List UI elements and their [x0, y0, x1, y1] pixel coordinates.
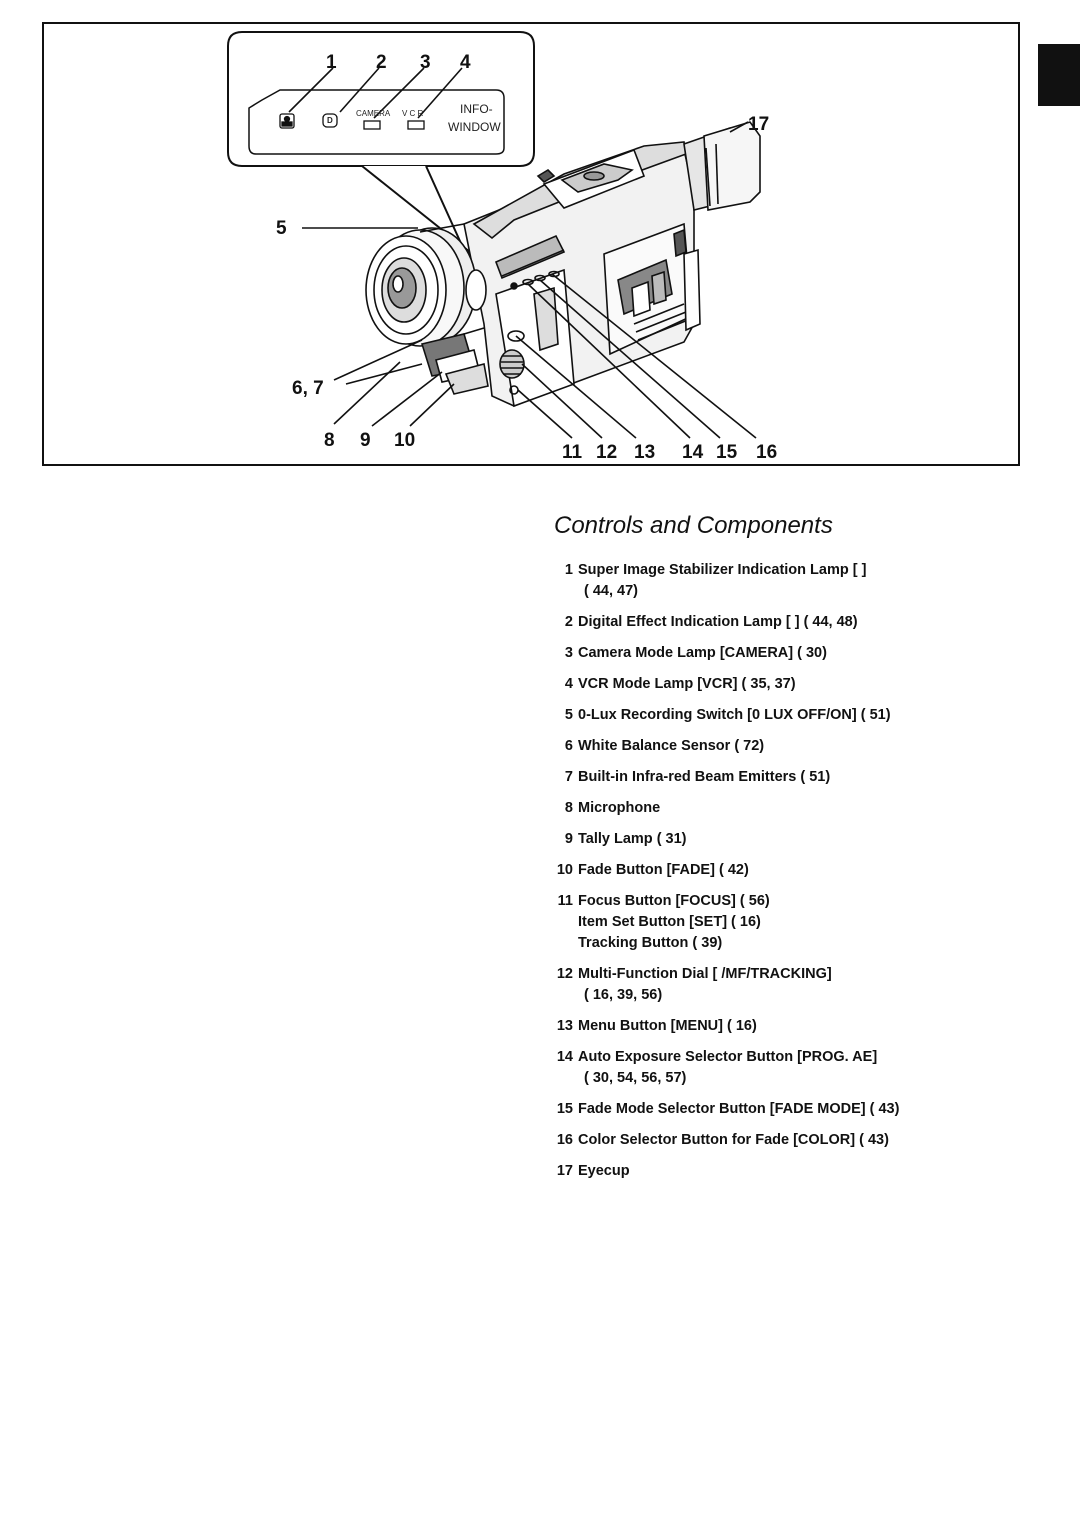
item-description	[578, 860, 980, 881]
item-line: Fade Button [FADE] ( 42)	[578, 862, 749, 878]
list-item	[540, 705, 980, 726]
item-number: 2	[564, 614, 573, 630]
list-item	[540, 860, 980, 881]
item-line: Focus Button [FOCUS] ( 56)	[578, 893, 770, 909]
list-item	[540, 767, 980, 788]
callout-11: 11	[562, 442, 583, 463]
item-number: 15	[556, 1101, 573, 1117]
item-number: 6	[564, 738, 573, 754]
item-line: Menu Button [MENU] ( 16)	[578, 1018, 757, 1034]
item-description	[578, 705, 980, 726]
list-item	[540, 964, 980, 1006]
item-number: 10	[556, 862, 573, 878]
item-number: 17	[556, 1163, 573, 1179]
item-line: Tracking Button ( 39)	[578, 935, 723, 951]
callout-2: 2	[376, 52, 387, 73]
list-item	[540, 560, 980, 602]
item-line: Multi-Function Dial [ /MF/TRACKING]	[578, 966, 832, 982]
item-number: 9	[564, 831, 573, 847]
item-description	[578, 1016, 980, 1037]
callout-8: 8	[324, 430, 335, 451]
item-number: 12	[556, 966, 573, 982]
item-description	[578, 798, 980, 819]
list-item	[540, 612, 980, 633]
list-item	[540, 1130, 980, 1151]
item-description	[578, 1130, 980, 1151]
list-item	[540, 1047, 980, 1089]
chapter-tab-marker	[1038, 44, 1080, 106]
item-description	[578, 767, 980, 788]
camera-illustration	[44, 24, 1020, 464]
item-line: Eyecup	[578, 1163, 630, 1179]
callout-9: 9	[360, 430, 371, 451]
list-item	[540, 829, 980, 850]
item-line: Super Image Stabilizer Indication Lamp [ ]	[578, 562, 867, 578]
item-description	[578, 891, 980, 954]
callout-13: 13	[634, 442, 656, 463]
item-description	[578, 964, 980, 1006]
item-description	[578, 829, 980, 850]
callout-5: 5	[276, 218, 287, 239]
list-item	[540, 736, 980, 757]
list-item	[540, 1099, 980, 1120]
item-description	[578, 1099, 980, 1120]
panel-vcr-label: V C R	[402, 109, 424, 118]
callout-16: 16	[756, 442, 778, 463]
item-line: Tally Lamp ( 31)	[578, 831, 687, 847]
callout-6-7: 6, 7	[292, 378, 324, 399]
callout-3: 3	[420, 52, 431, 73]
item-line: Color Selector Button for Fade [COLOR] ( 43)	[578, 1132, 889, 1148]
item-line: Fade Mode Selector Button [FADE MODE] ( 43)	[578, 1101, 900, 1117]
section-title: Controls and Components	[554, 512, 833, 539]
list-item	[540, 891, 980, 954]
panel-d-label: D	[327, 116, 333, 125]
list-item	[540, 1016, 980, 1037]
item-line: VCR Mode Lamp [VCR] ( 35, 37)	[578, 676, 796, 692]
item-description	[578, 736, 980, 757]
item-line: 0-Lux Recording Switch [0 LUX OFF/ON] ( 51)	[578, 707, 891, 723]
panel-info-label-2: WINDOW	[448, 120, 501, 134]
item-number: 13	[556, 1018, 573, 1034]
panel-info-label-1: INFO-	[460, 102, 493, 116]
item-line: Camera Mode Lamp [CAMERA] ( 30)	[578, 645, 827, 661]
callout-1: 1	[326, 52, 337, 73]
item-line: Item Set Button [SET] ( 16)	[578, 914, 761, 930]
callout-17: 17	[748, 114, 770, 135]
callout-15: 15	[716, 442, 738, 463]
list-item	[540, 1161, 980, 1182]
list-item	[540, 674, 980, 695]
item-number: 1	[564, 562, 573, 578]
item-number: 4	[564, 676, 573, 692]
item-description	[578, 612, 980, 633]
item-number: 8	[564, 800, 573, 816]
item-number: 7	[564, 769, 573, 785]
item-line: Microphone	[578, 800, 661, 816]
panel-camera-label: CAMERA	[356, 109, 391, 118]
item-number: 5	[564, 707, 573, 723]
item-description	[578, 560, 980, 602]
item-description	[578, 674, 980, 695]
item-number: 14	[556, 1049, 573, 1065]
item-number: 16	[556, 1132, 573, 1148]
item-line: ( 30, 54, 56, 57)	[584, 1070, 687, 1086]
item-description	[578, 1161, 980, 1182]
item-line: Digital Effect Indication Lamp [ ] ( 44, 48)	[578, 614, 858, 630]
item-line: White Balance Sensor ( 72)	[578, 738, 765, 754]
item-line: Auto Exposure Selector Button [PROG. AE]	[578, 1049, 878, 1065]
item-line: Built-in Infra-red Beam Emitters ( 51)	[578, 769, 831, 785]
callout-14: 14	[682, 442, 704, 463]
components-list	[540, 560, 980, 1192]
item-description	[578, 643, 980, 664]
list-item	[540, 798, 980, 819]
item-number: 11	[557, 893, 573, 909]
callout-12: 12	[596, 442, 618, 463]
callout-10: 10	[394, 430, 416, 451]
callout-4: 4	[460, 52, 471, 73]
item-number: 3	[564, 645, 573, 661]
list-item	[540, 643, 980, 664]
camcorder-body	[366, 122, 760, 406]
item-description	[578, 1047, 980, 1089]
item-line: ( 16, 39, 56)	[584, 987, 663, 1003]
camera-figure	[42, 22, 1020, 466]
item-line: ( 44, 47)	[584, 583, 638, 599]
